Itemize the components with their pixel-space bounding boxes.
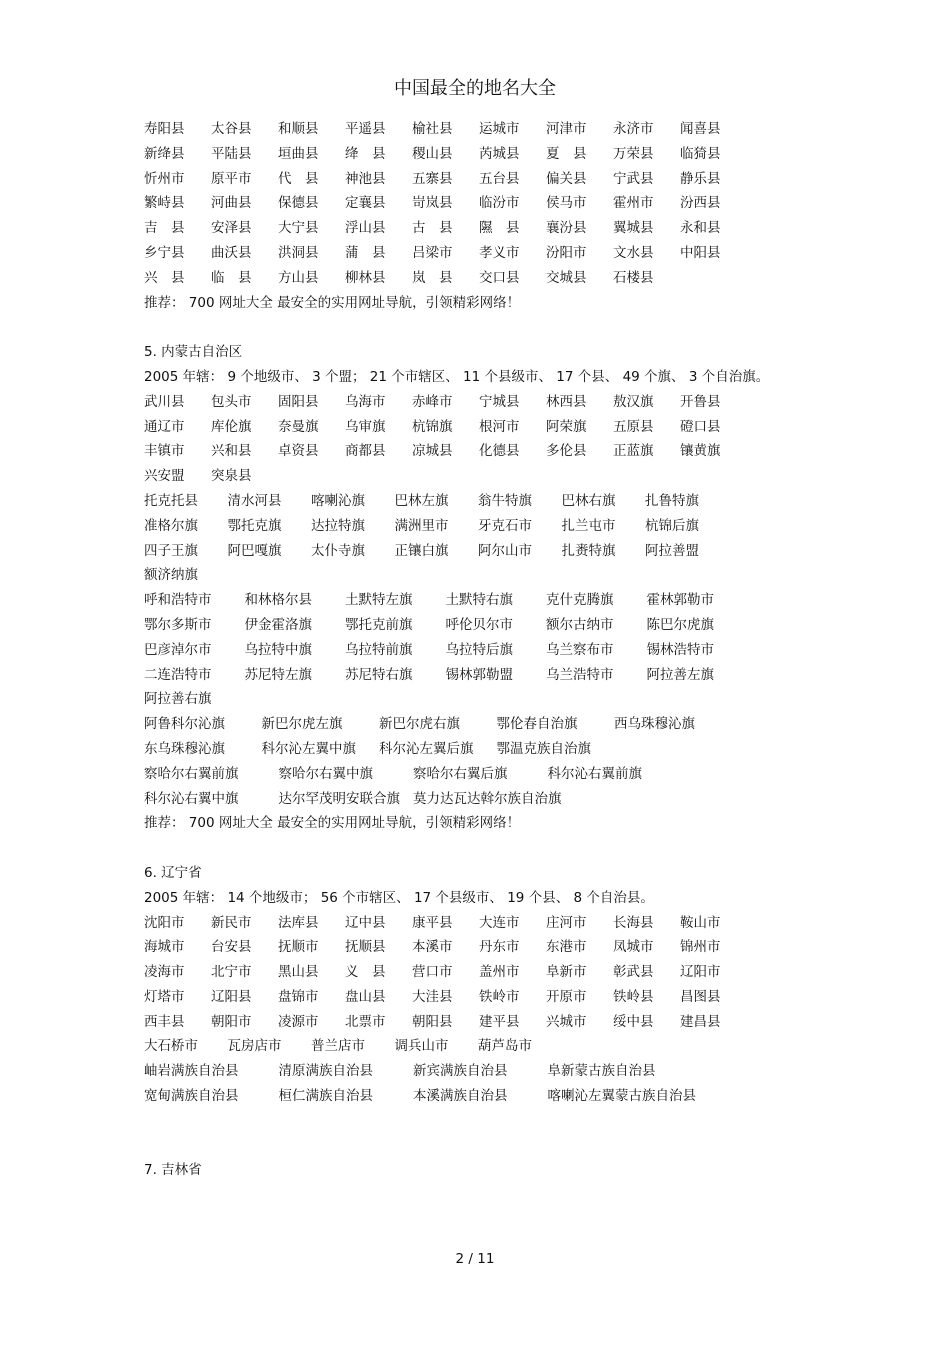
place-name: 辽中县 xyxy=(345,914,386,931)
place-name: 抚顺市 xyxy=(278,939,319,956)
list-row xyxy=(144,439,814,464)
place-name: 石楼县 xyxy=(613,269,654,286)
place-name: 正镶白旗 xyxy=(394,542,449,559)
place-name: 翁牛特旗 xyxy=(478,492,532,509)
place-name: 乌兰察布市 xyxy=(546,641,614,658)
list-row xyxy=(144,1084,814,1109)
place-name: 赤峰市 xyxy=(412,393,453,410)
place-name: 西乌珠穆沁旗 xyxy=(614,716,695,733)
place-name: 本溪市 xyxy=(412,939,453,956)
place-name: 察哈尔右翼中旗 xyxy=(278,765,373,782)
place-name: 根河市 xyxy=(479,418,520,435)
place-name: 乌拉特前旗 xyxy=(345,641,413,658)
place-name: 陈巴尔虎旗 xyxy=(646,616,714,633)
place-name: 喀喇沁左翼蒙古族自治县 xyxy=(547,1088,696,1105)
place-name: 中阳县 xyxy=(680,244,721,261)
place-name: 敖汉旗 xyxy=(613,393,654,410)
place-name: 察哈尔右翼前旗 xyxy=(144,765,239,782)
place-name: 宽甸满族自治县 xyxy=(144,1088,239,1105)
place-name: 鄂尔多斯市 xyxy=(144,616,212,633)
section-heading: 7. 吉林省 xyxy=(144,1162,202,1179)
place-name: 吉 县 xyxy=(144,220,185,237)
place-name: 襄汾县 xyxy=(546,220,587,237)
list-row xyxy=(144,142,814,167)
place-name: 阿巴嘎旗 xyxy=(227,542,282,559)
place-name: 二连浩特市 xyxy=(144,666,212,683)
place-name: 方山县 xyxy=(278,269,319,286)
place-name: 阿荣旗 xyxy=(546,418,587,435)
place-name: 隰 县 xyxy=(479,220,520,237)
place-name: 正蓝旗 xyxy=(613,443,654,460)
place-name: 奈曼旗 xyxy=(278,418,319,435)
place-name: 桓仁满族自治县 xyxy=(278,1088,373,1105)
place-name: 绥中县 xyxy=(613,1013,654,1030)
place-name: 商都县 xyxy=(345,443,386,460)
place-name: 曲沃县 xyxy=(211,244,252,261)
place-name: 乌海市 xyxy=(345,393,386,410)
list-row xyxy=(144,613,814,638)
section-summary: 2005 年辖： 14 个地级市； 56 个市辖区、 17 个县级市、 19 个县、 8 个自治县。 xyxy=(144,889,654,906)
place-name: 岚 县 xyxy=(412,269,453,286)
place-name: 准格尔旗 xyxy=(144,517,198,534)
place-name: 磴口县 xyxy=(680,418,721,435)
place-name: 神池县 xyxy=(345,170,386,187)
place-name: 法库县 xyxy=(278,914,319,931)
place-name: 瓦房店市 xyxy=(227,1038,282,1055)
county-list xyxy=(144,762,814,812)
place-name: 黑山县 xyxy=(278,964,319,981)
place-name: 乌拉特中旗 xyxy=(244,641,312,658)
page-title: 中国最全的地名大全 xyxy=(394,78,556,99)
list-row xyxy=(144,787,814,812)
place-name: 固阳县 xyxy=(278,393,319,410)
section-heading: 5. 内蒙古自治区 xyxy=(144,344,243,361)
place-name: 兴和县 xyxy=(211,443,252,460)
place-name: 鄂托克前旗 xyxy=(345,616,413,633)
place-name: 通辽市 xyxy=(144,418,185,435)
place-name: 卓资县 xyxy=(278,443,319,460)
place-name: 垣曲县 xyxy=(278,145,319,162)
place-name: 榆社县 xyxy=(412,121,453,137)
place-name: 临猗县 xyxy=(680,145,721,162)
place-name: 科尔沁左翼后旗 xyxy=(379,740,474,757)
place-name: 寿阳县 xyxy=(144,121,185,137)
place-name: 阜新市 xyxy=(546,964,587,981)
document-body xyxy=(144,117,814,1183)
list-row xyxy=(144,1010,814,1035)
place-name: 浮山县 xyxy=(345,220,386,237)
place-name: 满洲里市 xyxy=(394,517,449,534)
place-name: 北宁市 xyxy=(211,964,252,981)
place-name: 河曲县 xyxy=(211,195,252,212)
place-name: 凤城市 xyxy=(613,939,654,956)
list-row xyxy=(144,712,814,737)
place-name: 静乐县 xyxy=(680,170,721,187)
place-name: 乌拉特后旗 xyxy=(445,641,513,658)
place-name: 大石桥市 xyxy=(144,1038,198,1055)
place-name: 镶黄旗 xyxy=(680,443,721,460)
place-name: 和林格尔县 xyxy=(244,592,312,609)
county-list xyxy=(144,712,814,762)
place-name: 鄂托克旗 xyxy=(227,517,282,534)
county-list xyxy=(144,911,814,1035)
section-summary: 2005 年辖： 9 个地级市、 3 个盟； 21 个市辖区、 11 个县级市、 17 个县、 49 个旗、 3 个自治旗。 xyxy=(144,368,770,385)
place-name: 乌审旗 xyxy=(345,418,386,435)
place-name: 兴 县 xyxy=(144,269,185,286)
place-name: 大洼县 xyxy=(412,988,453,1005)
county-list xyxy=(144,1034,814,1059)
place-name: 盘锦市 xyxy=(278,988,319,1005)
place-name: 开原市 xyxy=(546,988,587,1005)
county-list xyxy=(144,489,814,588)
place-name: 运城市 xyxy=(479,121,520,137)
place-name: 清水河县 xyxy=(227,492,282,509)
place-name: 阿拉善盟 xyxy=(645,542,699,559)
list-row xyxy=(144,415,814,440)
place-name: 五寨县 xyxy=(412,170,453,187)
place-name: 多伦县 xyxy=(546,443,587,460)
place-name: 和顺县 xyxy=(278,121,319,137)
place-name: 锦州市 xyxy=(680,939,721,956)
recommend-text: 推荐： 700 网址大全 最安全的实用网址导航，引领精彩网络！ xyxy=(144,294,521,311)
list-row xyxy=(144,911,814,936)
place-name: 古 县 xyxy=(412,220,453,237)
list-row xyxy=(144,390,814,415)
place-name: 河津市 xyxy=(546,121,587,137)
place-name: 庄河市 xyxy=(546,914,587,931)
place-name: 永济市 xyxy=(613,121,654,137)
place-name: 托克托县 xyxy=(144,492,198,509)
place-name: 海城市 xyxy=(144,939,185,956)
place-name: 扎兰屯市 xyxy=(561,517,616,534)
place-name: 吕梁市 xyxy=(412,244,453,261)
place-name: 清原满族自治县 xyxy=(278,1063,373,1080)
place-name: 台安县 xyxy=(211,939,252,956)
list-row xyxy=(144,167,814,192)
place-name: 孝义市 xyxy=(479,244,520,261)
place-name: 北票市 xyxy=(345,1013,386,1030)
place-name: 牙克石市 xyxy=(478,517,532,534)
place-name: 偏关县 xyxy=(546,170,587,187)
place-name: 稷山县 xyxy=(412,145,453,162)
county-list xyxy=(144,588,814,712)
place-name: 土默特右旗 xyxy=(445,592,513,609)
place-name: 交城县 xyxy=(546,269,587,286)
page-number: 2 / 11 xyxy=(455,1251,495,1267)
place-name: 林西县 xyxy=(546,393,587,410)
place-name: 平遥县 xyxy=(345,121,386,137)
place-name: 汾阳市 xyxy=(546,244,587,261)
place-name: 抚顺县 xyxy=(345,939,386,956)
place-name: 翼城县 xyxy=(613,220,654,237)
place-name: 义 县 xyxy=(345,964,386,981)
place-name: 葫芦岛市 xyxy=(478,1038,532,1055)
place-name: 阿鲁科尔沁旗 xyxy=(144,716,225,733)
place-name: 乌兰浩特市 xyxy=(546,666,614,683)
place-name: 大宁县 xyxy=(278,220,319,237)
place-name: 兴安盟 xyxy=(144,468,185,485)
place-name: 闻喜县 xyxy=(680,121,721,137)
shanxi-list xyxy=(144,117,814,291)
county-list xyxy=(144,390,814,489)
list-row xyxy=(144,1059,814,1084)
place-name: 杭锦后旗 xyxy=(645,517,699,534)
place-name: 呼伦贝尔市 xyxy=(445,616,513,633)
recommend-text: 推荐： 700 网址大全 最安全的实用网址导航，引领精彩网络！ xyxy=(144,815,521,832)
list-row xyxy=(144,1034,814,1059)
place-name: 伊金霍洛旗 xyxy=(244,616,312,633)
place-name: 本溪满族自治县 xyxy=(413,1088,508,1105)
place-name: 喀喇沁旗 xyxy=(311,492,365,509)
place-name: 科尔沁左翼中旗 xyxy=(261,740,356,757)
place-name: 科尔沁右翼中旗 xyxy=(144,790,239,807)
place-name: 突泉县 xyxy=(211,468,252,485)
place-name: 岫岩满族自治县 xyxy=(144,1063,239,1080)
place-name: 建昌县 xyxy=(680,1013,721,1030)
place-name: 朝阳县 xyxy=(412,1013,453,1030)
place-name: 柳林县 xyxy=(345,269,386,286)
place-name: 达拉特旗 xyxy=(311,517,365,534)
place-name: 长海县 xyxy=(613,914,654,931)
place-name: 原平市 xyxy=(211,170,252,187)
place-name: 灯塔市 xyxy=(144,988,185,1005)
place-name: 太谷县 xyxy=(211,121,252,137)
place-name: 铁岭市 xyxy=(479,988,520,1005)
place-name: 调兵山市 xyxy=(394,1038,449,1055)
place-name: 鞍山市 xyxy=(680,914,721,931)
list-row xyxy=(144,216,814,241)
place-name: 武川县 xyxy=(144,393,185,410)
place-name: 阜新蒙古族自治县 xyxy=(547,1063,656,1080)
place-name: 锡林浩特市 xyxy=(646,641,714,658)
list-row xyxy=(144,638,814,663)
place-name: 洪洞县 xyxy=(278,244,319,261)
place-name: 四子王旗 xyxy=(144,542,198,559)
place-name: 苏尼特左旗 xyxy=(244,666,312,683)
place-name: 代 县 xyxy=(278,170,319,187)
place-name: 丹东市 xyxy=(479,939,520,956)
place-name: 芮城县 xyxy=(479,145,520,162)
place-name: 宁城县 xyxy=(479,393,520,410)
place-name: 保德县 xyxy=(278,195,319,212)
place-name: 霍林郭勒市 xyxy=(646,592,714,609)
place-name: 交口县 xyxy=(479,269,520,286)
place-name: 开鲁县 xyxy=(680,393,721,410)
place-name: 化德县 xyxy=(479,443,520,460)
list-row xyxy=(144,737,814,762)
place-name: 锡林郭勒盟 xyxy=(445,666,513,683)
place-name: 莫力达瓦达斡尔族自治旗 xyxy=(413,790,562,807)
list-row xyxy=(144,266,814,291)
place-name: 察哈尔右翼后旗 xyxy=(413,765,508,782)
place-name: 额尔古纳市 xyxy=(546,616,614,633)
list-row xyxy=(144,241,814,266)
place-name: 杭锦旗 xyxy=(412,418,453,435)
list-row xyxy=(144,563,814,588)
place-name: 盘山县 xyxy=(345,988,386,1005)
list-row xyxy=(144,514,814,539)
place-name: 平陆县 xyxy=(211,145,252,162)
place-name: 五台县 xyxy=(479,170,520,187)
list-row xyxy=(144,539,814,564)
list-row xyxy=(144,960,814,985)
place-name: 阿尔山市 xyxy=(478,542,532,559)
place-name: 新宾满族自治县 xyxy=(413,1063,508,1080)
place-name: 临 县 xyxy=(211,269,252,286)
place-name: 扎鲁特旗 xyxy=(645,492,699,509)
place-name: 朝阳市 xyxy=(211,1013,252,1030)
place-name: 巴林左旗 xyxy=(394,492,449,509)
list-row xyxy=(144,985,814,1010)
section-heading: 6. 辽宁省 xyxy=(144,864,202,881)
place-name: 蒲 县 xyxy=(345,244,386,261)
place-name: 永和县 xyxy=(680,220,721,237)
place-name: 凌源市 xyxy=(278,1013,319,1030)
place-name: 巴林右旗 xyxy=(561,492,616,509)
place-name: 额济纳旗 xyxy=(144,567,198,584)
place-name: 凌海市 xyxy=(144,964,185,981)
place-name: 东乌珠穆沁旗 xyxy=(144,740,225,757)
place-name: 辽阳市 xyxy=(680,964,721,981)
list-row xyxy=(144,762,814,787)
place-name: 呼和浩特市 xyxy=(144,592,212,609)
place-name: 太仆寺旗 xyxy=(311,542,365,559)
place-name: 临汾市 xyxy=(479,195,520,212)
place-name: 鄂温克族自治旗 xyxy=(496,740,591,757)
place-name: 五原县 xyxy=(613,418,654,435)
place-name: 霍州市 xyxy=(613,195,654,212)
place-name: 建平县 xyxy=(479,1013,520,1030)
list-row xyxy=(144,687,814,712)
list-row xyxy=(144,588,814,613)
place-name: 大连市 xyxy=(479,914,520,931)
place-name: 安泽县 xyxy=(211,220,252,237)
place-name: 土默特左旗 xyxy=(345,592,413,609)
place-name: 包头市 xyxy=(211,393,252,410)
place-name: 定襄县 xyxy=(345,195,386,212)
place-name: 达尔罕茂明安联合旗 xyxy=(278,790,400,807)
place-name: 夏 县 xyxy=(546,145,587,162)
place-name: 扎赉特旗 xyxy=(561,542,616,559)
place-name: 铁岭县 xyxy=(613,988,654,1005)
place-name: 绛 县 xyxy=(345,145,386,162)
place-name: 昌图县 xyxy=(680,988,721,1005)
place-name: 苏尼特右旗 xyxy=(345,666,413,683)
list-row xyxy=(144,935,814,960)
place-name: 侯马市 xyxy=(546,195,587,212)
list-row xyxy=(144,191,814,216)
place-name: 凉城县 xyxy=(412,443,453,460)
place-name: 汾西县 xyxy=(680,195,721,212)
place-name: 科尔沁右翼前旗 xyxy=(547,765,642,782)
list-row xyxy=(144,464,814,489)
place-name: 兴城市 xyxy=(546,1013,587,1030)
place-name: 阿拉善左旗 xyxy=(646,666,714,683)
place-name: 克什克腾旗 xyxy=(546,592,614,609)
place-name: 万荣县 xyxy=(613,145,654,162)
place-name: 忻州市 xyxy=(144,170,185,187)
place-name: 营口市 xyxy=(412,964,453,981)
place-name: 阿拉善右旗 xyxy=(144,691,212,708)
list-row xyxy=(144,117,814,142)
place-name: 沈阳市 xyxy=(144,914,185,931)
place-name: 西丰县 xyxy=(144,1013,185,1030)
place-name: 丰镇市 xyxy=(144,443,185,460)
place-name: 巴彦淖尔市 xyxy=(144,641,212,658)
place-name: 彰武县 xyxy=(613,964,654,981)
place-name: 新巴尔虎右旗 xyxy=(379,716,460,733)
place-name: 库伦旗 xyxy=(211,418,252,435)
place-name: 繁峙县 xyxy=(144,195,185,212)
list-row xyxy=(144,489,814,514)
place-name: 辽阳县 xyxy=(211,988,252,1005)
place-name: 乡宁县 xyxy=(144,244,185,261)
place-name: 盖州市 xyxy=(479,964,520,981)
place-name: 宁武县 xyxy=(613,170,654,187)
list-row xyxy=(144,663,814,688)
place-name: 岢岚县 xyxy=(412,195,453,212)
place-name: 新民市 xyxy=(211,914,252,931)
place-name: 东港市 xyxy=(546,939,587,956)
place-name: 康平县 xyxy=(412,914,453,931)
place-name: 新巴尔虎左旗 xyxy=(261,716,343,733)
county-list xyxy=(144,1059,814,1109)
place-name: 文水县 xyxy=(613,244,654,261)
place-name: 普兰店市 xyxy=(311,1038,365,1055)
place-name: 新绛县 xyxy=(144,145,185,162)
place-name: 鄂伦春自治旗 xyxy=(496,716,578,733)
